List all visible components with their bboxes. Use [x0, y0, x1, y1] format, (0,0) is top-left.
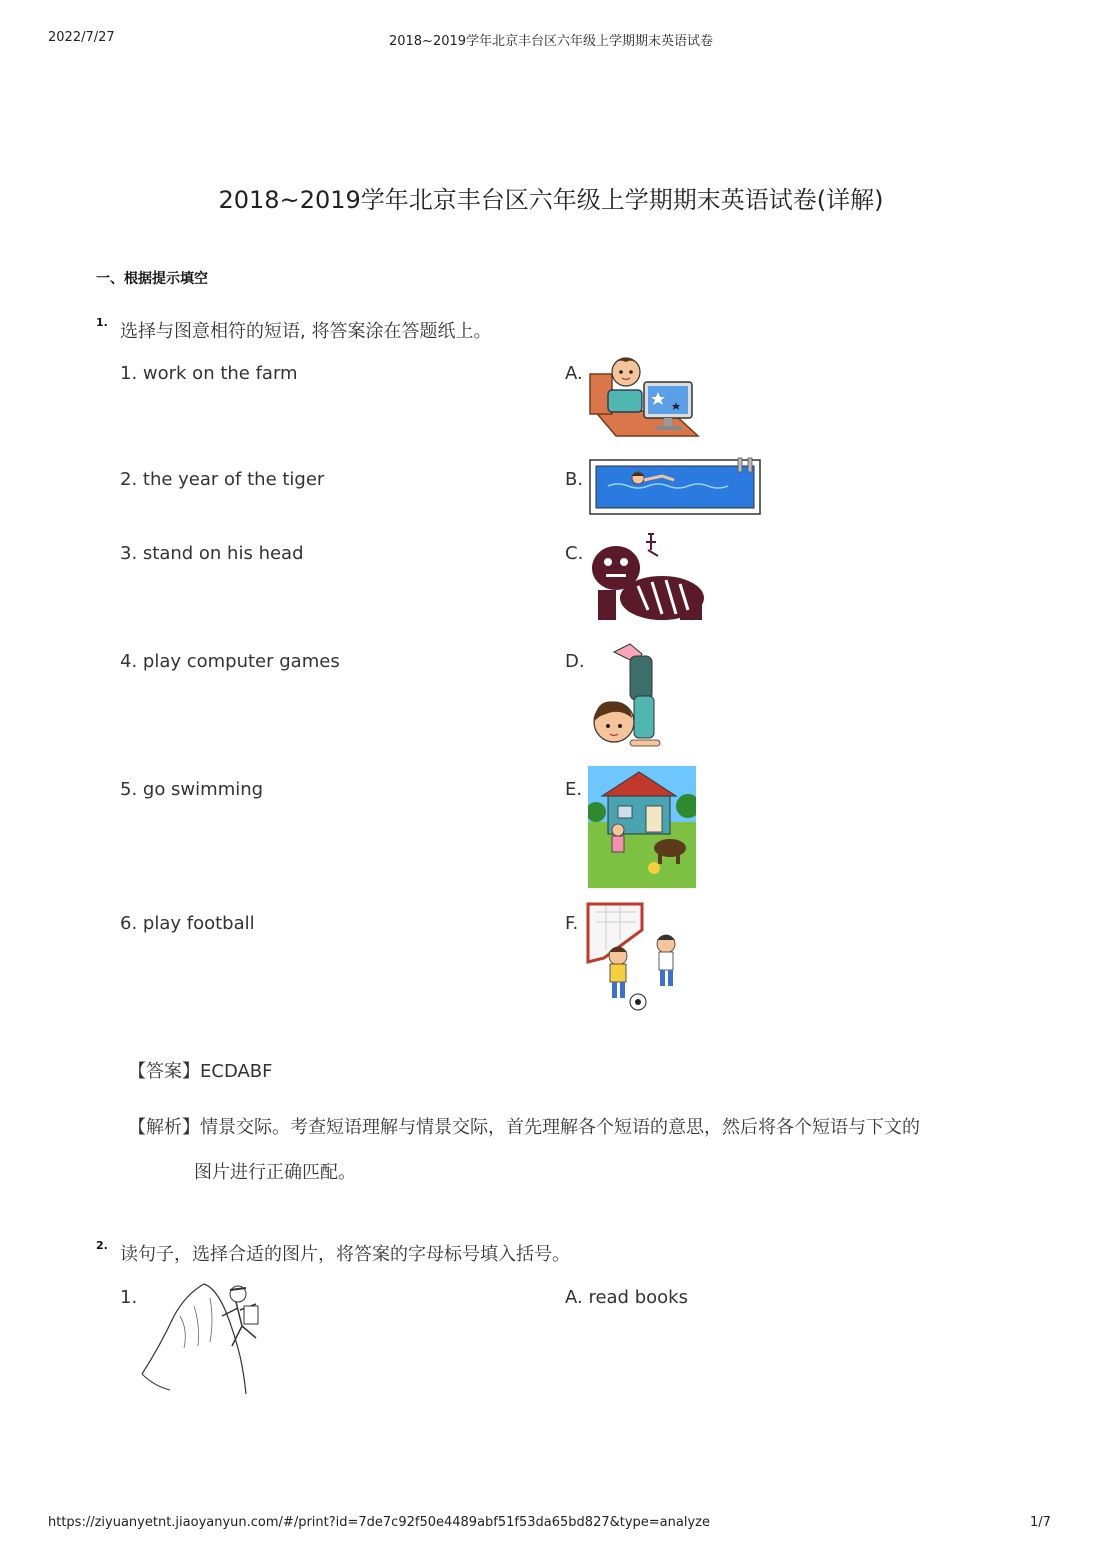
phrase-item-2: 2. the year of the tiger	[120, 469, 325, 490]
analysis-text: 情景交际。考查短语理解与情景交际，首先理解各个短语的意思，然后将各个短语与下文的	[200, 1117, 920, 1138]
option-letter-a: A.	[565, 363, 583, 384]
tiger-papercut-picture	[588, 530, 710, 626]
answer-value: ECDABF	[200, 1061, 273, 1082]
football-picture	[584, 900, 692, 1014]
phrase-item-4: 4. play computer games	[120, 651, 340, 672]
question-number: 2.	[96, 1239, 108, 1252]
phrase-item-5: 5. go swimming	[120, 779, 264, 800]
answer-row	[128, 1057, 273, 1083]
question-prompt: 读句子，选择合适的图片，将答案的字母标号填入括号。	[120, 1244, 570, 1265]
q2-item-1: 1.	[120, 1287, 138, 1308]
analysis-label: 【解析】	[128, 1117, 200, 1138]
phrase-item-6: 6. play football	[120, 913, 255, 934]
option-letter-c: C.	[565, 543, 584, 564]
handstand-boy-picture	[586, 638, 666, 752]
page-number: 1/7	[1030, 1515, 1051, 1530]
question-number: 1.	[96, 316, 108, 329]
q2-option-a: A. read books	[565, 1287, 688, 1308]
question-prompt: 选择与图意相符的短语, 将答案涂在答题纸上。	[120, 321, 492, 342]
analysis-row	[128, 1113, 1028, 1139]
analysis-text-continued: 图片进行正确匹配。	[194, 1162, 356, 1183]
option-letter-d: D.	[565, 651, 585, 672]
phrase-item-1: 1. work on the farm	[120, 363, 298, 384]
swimming-pool-picture	[588, 456, 764, 518]
answer-label: 【答案】	[128, 1061, 200, 1082]
option-letter-f: F.	[565, 913, 579, 934]
farm-picture	[588, 766, 696, 888]
computer-boy-picture	[586, 350, 706, 442]
print-date: 2022/7/27	[48, 30, 115, 45]
mountain-climber-picture	[140, 1276, 296, 1396]
print-header-title: 2018~2019学年北京丰台区六年级上学期期末英语试卷	[388, 34, 714, 49]
phrase-item-3: 3. stand on his head	[120, 543, 304, 564]
page-title: 2018~2019学年北京丰台区六年级上学期期末英语试卷(详解)	[218, 186, 884, 214]
option-letter-b: B.	[565, 469, 584, 490]
section-heading: 一、根据提示填空	[96, 271, 208, 287]
footer-url: https://ziyuanyetnt.jiaoyanyun.com/#/print?id=7de7c92f50e4489abf51f53da65bd827&type=analyze	[48, 1515, 710, 1530]
option-letter-e: E.	[565, 779, 583, 800]
